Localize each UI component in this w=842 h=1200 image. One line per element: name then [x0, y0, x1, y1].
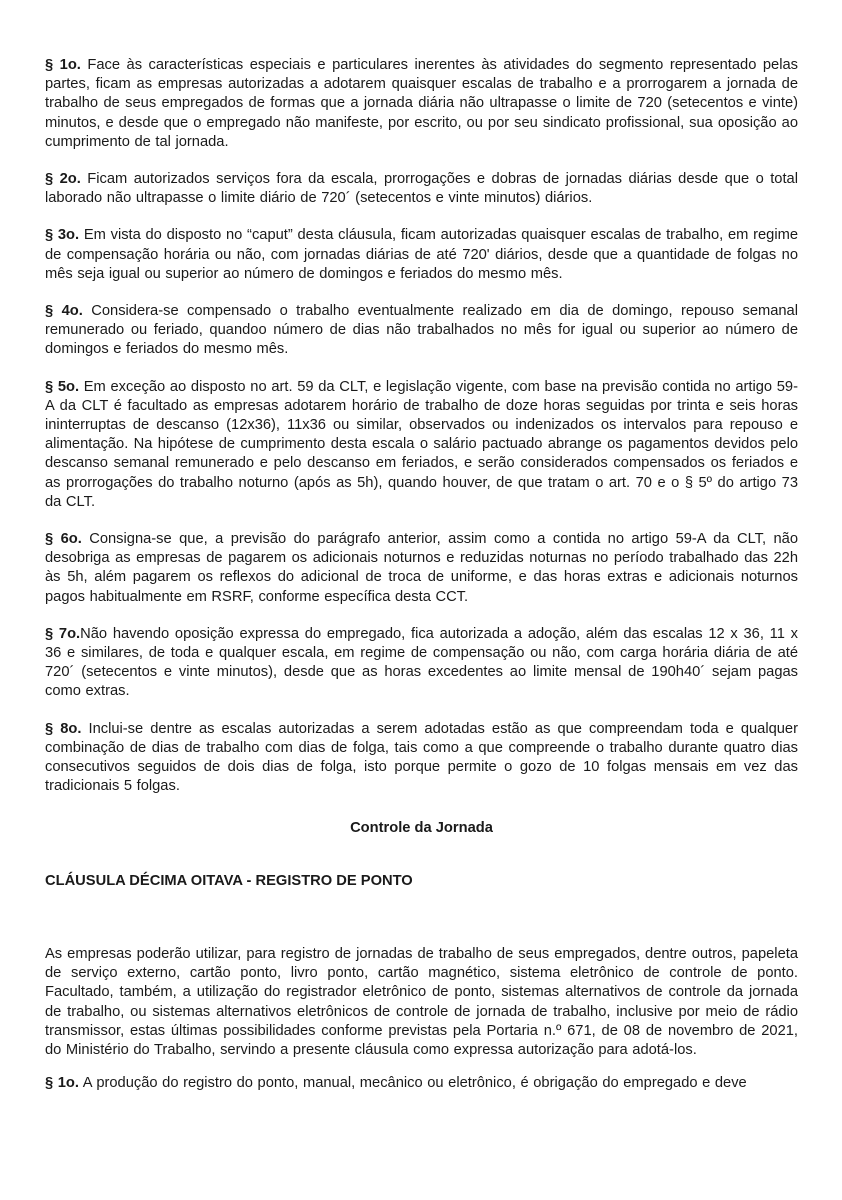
- paragraph-text: Considera-se compensado o trabalho eventualmente realizado em dia de domingo, repouso semanal remunerado ou feriado, quandoo número de dias não trabalhados no mês for igual ou superior ao número de domingos e feriados do mesmo mês.: [45, 303, 798, 358]
- paragraph-text: Consigna-se que, a previsão do parágrafo anterior, assim como a contida no artigo 59-A da CLT, não desobriga as empresas de pagarem os adicionais noturnos e reduzidas noturnas no período trabalhado das 22h às 5h, além pagarem os reflexos do adicional de troca de uniforme, e das horas extras e adicionais noturnos pagos habitualmente em RSRF, conforme específica desta CCT.: [45, 531, 798, 605]
- intro-paragraph: As empresas poderão utilizar, para registro de jornadas de trabalho de seus empregados, dentre outros, papeleta de serviço externo, cartão ponto, livro ponto, cartão magnético, sistema eletrônico de controle de ponto. Facultado, também, a utilização do registrador eletrônico de ponto, sistemas alternativos de controle da jornada de trabalho, ou sistemas alternativos eletrônicos de controle de jornada de trabalho, inclusive por meio de rádio transmissor, estas últimas possibilidades conforme previstas pela Portaria n.º 671, de 08 de novembro de 2021, do Ministério do Trabalho, servindo a presente cláusula como expressa autorização para adotá-los.: [45, 945, 798, 1058]
- clause-paragraph-1: [45, 56, 798, 152]
- paragraph-text: Ficam autorizados serviços fora da escala, prorrogações e dobras de jornadas diárias desde que o total laborado não ultrapasse o limite diário de 720´ (setecentos e vinte minutos) diários.: [45, 171, 798, 207]
- paragraph-label: § 6o.: [45, 531, 82, 548]
- clause-paragraph-6: [45, 530, 798, 607]
- clause-paragraph-7: [45, 625, 798, 702]
- final-paragraph: [45, 1074, 798, 1093]
- clause-paragraph-5: [45, 378, 798, 512]
- paragraph-label: § 3o.: [45, 227, 80, 244]
- paragraph-label: § 1o.: [45, 1075, 79, 1092]
- clause-paragraph-8: [45, 720, 798, 797]
- paragraph-text: Em exceção ao disposto no art. 59 da CLT, e legislação vigente, com base na previsão contida no artigo 59-A da CLT é facultado as empresas adotarem horário de trabalho de doze horas seguidas por trinta e seis horas ininterruptas de descanso (12x36), 11x36 ou similar, observados ou indenizados os intervalos para repouso e alimentação. Na hipótese de cumprimento desta escala o salário pactuado abrange os pagamentos devidos pelo descanso semanal remunerado e pelo descanso em feriados, e serão considerados compensados os feriados e as prorrogações do trabalho noturno (após as 5h), quando houver, de que tratam o art. 70 e o § 5º do artigo 73 da CLT.: [45, 378, 798, 510]
- paragraph-text: Inclui-se dentre as escalas autorizadas a serem adotadas estão as que compreendam toda e qualquer combinação de dias de trabalho com dias de folga, tais como a que compreende o trabalho durante quatro dias consecutivos seguidos de dois dias de folga, isto porque permite o gozo de 10 folgas mensais em vez das tradicionais 5 folgas.: [45, 720, 798, 795]
- paragraph-text: Não havendo oposição expressa do empregado, fica autorizada a adoção, além das escalas 12 x 36, 11 x 36 e similares, de toda e qualquer escala, em regime de compensação ou não, com carga horária diária de até 720´ (setecentos e vinte minutos), desde que as horas excedentes ao limite mensal de 190h40´ sejam pagas como extras.: [45, 625, 798, 700]
- paragraph-text: Face às características especiais e particulares inerentes às atividades do segmento representado pelas partes, ficam as empresas autorizadas a adotarem quaisquer escalas de trabalho e a prorrogarem a jornada de trabalho de seus empregados de formas que a jornada diária não ultrapasse o limite de 720 (setecentos e vinte) minutos, e desde que o empregado não manifeste, por escrito, ou por seu sindicato profissional, sua oposição ao cumprimento de tal jornada.: [45, 57, 798, 150]
- paragraph-text: Em vista do disposto no “caput” desta cláusula, ficam autorizadas quaisquer escalas de trabalho, em regime de compensação horária ou não, com jornadas diárias de até 720' diários, desde que a quantidade de folgas no mês seja igual ou superior ao número de domingos e feriados do mesmo mês.: [45, 227, 798, 282]
- paragraph-label: § 8o.: [45, 720, 82, 737]
- clause-paragraph-2: [45, 170, 798, 208]
- paragraph-label: § 2o.: [45, 171, 81, 188]
- section-heading: Controle da Jornada: [350, 819, 493, 836]
- paragraph-text: A produção do registro do ponto, manual, mecânico ou eletrônico, é obrigação do empregado e deve: [78, 1075, 747, 1092]
- paragraph-label: § 7o.: [45, 625, 81, 642]
- clause-title: CLÁUSULA DÉCIMA OITAVA - REGISTRO DE PONTO: [45, 872, 413, 889]
- paragraph-label: § 4o.: [45, 303, 83, 320]
- clause-paragraph-4: [45, 302, 798, 360]
- paragraph-label: § 1o.: [45, 57, 81, 73]
- clause-paragraph-3: [45, 226, 798, 284]
- paragraph-label: § 5o.: [45, 378, 80, 395]
